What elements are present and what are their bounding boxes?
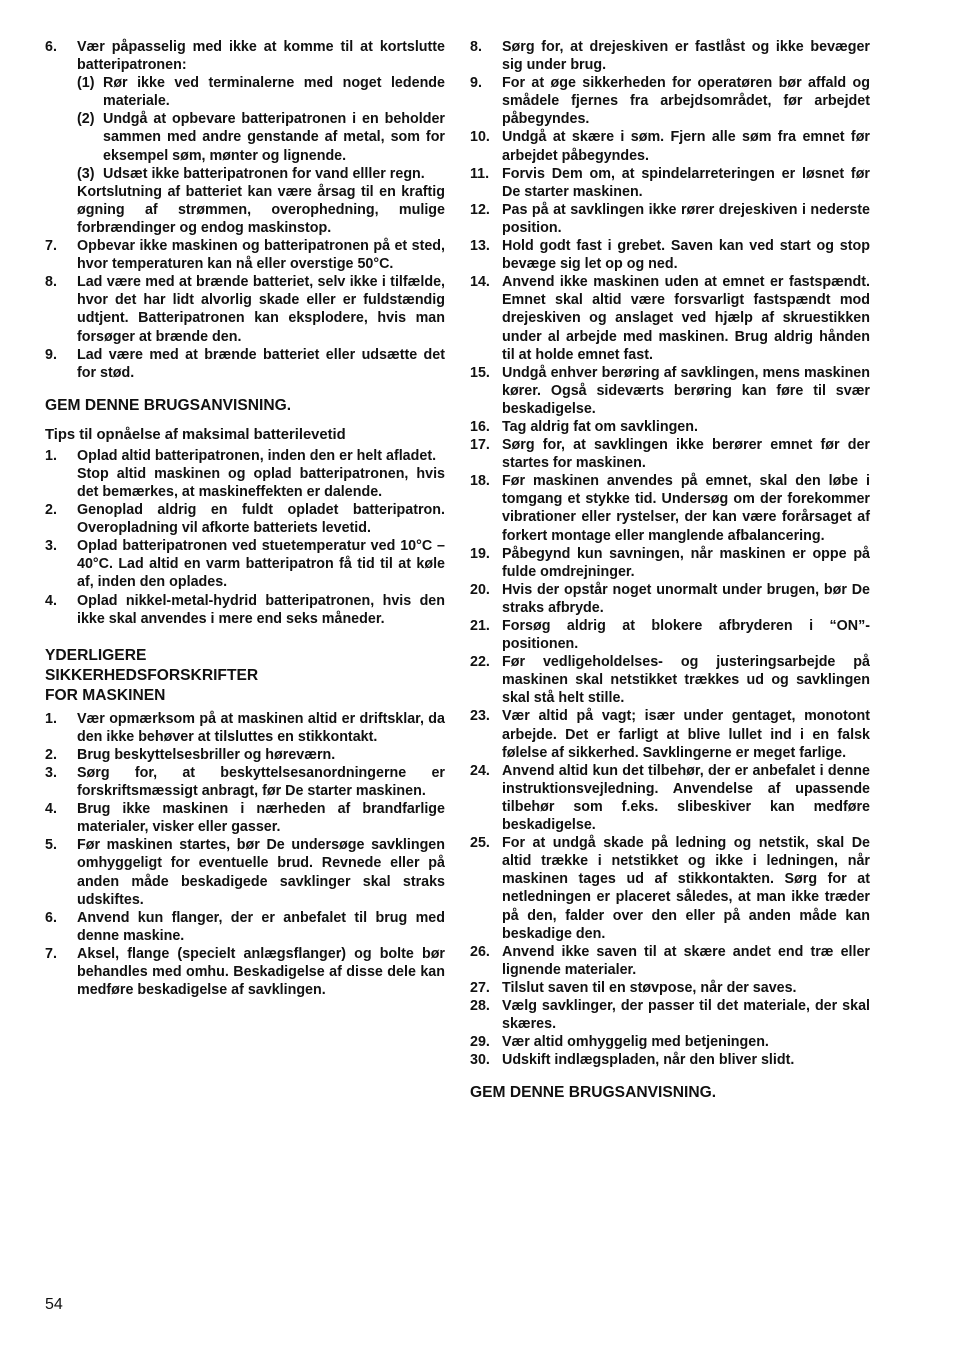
item-number: 1. bbox=[45, 710, 57, 727]
sub-item bbox=[77, 110, 445, 164]
list-item bbox=[45, 273, 445, 345]
item-number: 2. bbox=[45, 502, 57, 519]
sub-item-number: (2) bbox=[77, 111, 95, 128]
list-item bbox=[470, 128, 870, 164]
item-number: 19. bbox=[470, 545, 490, 562]
item-text: Sørg for, at beskyttelsesanordningerne er forskriftsmæssigt anbragt, før De starter maskinen. bbox=[77, 765, 445, 800]
list-item bbox=[45, 710, 445, 746]
list-item bbox=[45, 764, 445, 800]
machine-safety-list bbox=[45, 710, 445, 1000]
item-text: Oplad batteripatronen ved stuetemperatur ved 10°C – 40°C. Lad altid en varm batteripatron få tid til at køle af, inden den oplades. bbox=[77, 538, 445, 591]
item-number: 30. bbox=[470, 1052, 490, 1069]
list-item bbox=[45, 501, 445, 537]
item-number: 27. bbox=[470, 979, 490, 996]
item-number: 3. bbox=[45, 765, 57, 781]
item-number: 17. bbox=[470, 437, 490, 454]
item-note: Kortslutning af batteriet kan være årsag til en kraftig øgning af strømmen, overophedning, mulige forbrændinger og endog maskinstop. bbox=[77, 183, 445, 236]
list-item bbox=[45, 447, 445, 501]
item-number: 15. bbox=[470, 364, 490, 381]
list-item bbox=[470, 273, 870, 363]
item-number: 23. bbox=[470, 708, 490, 725]
item-number: 21. bbox=[470, 618, 490, 634]
list-item bbox=[470, 1051, 870, 1069]
list-item bbox=[470, 943, 870, 979]
item-text: Anvend altid kun det tilbehør, der er anbefalet i denne instruktionsvejledning. Anvendelse af upassende tilbehør som f.eks. slibeskiver kan medføre beskadigelse. bbox=[502, 762, 870, 834]
list-item bbox=[470, 418, 870, 436]
item-number: 7. bbox=[45, 238, 57, 255]
item-number: 1. bbox=[45, 447, 57, 464]
item-text: Før maskinen startes, bør De undersøge savklingen omhyggeligt for eventuelle brud. Revnede eller på anden måde beskadigede savklinger skal straks udskiftes. bbox=[77, 837, 445, 908]
battery-tips-list bbox=[45, 447, 445, 628]
item-text: Sørg for, at savklingen ikke berører emnet før der startes for maskinen. bbox=[502, 437, 870, 472]
list-item bbox=[45, 592, 445, 628]
item-number: 14. bbox=[470, 274, 490, 291]
item-number: 9. bbox=[470, 75, 482, 92]
list-item bbox=[470, 38, 870, 74]
item-text: Vælg savklinger, der passer til det materiale, der skal skæres. bbox=[502, 997, 870, 1033]
item-text: For at undgå skade på ledning og netstik, skal De altid trække i netstikket og ikke i ledningen, når maskinen tages ud af stikkontakten. Sørg for at netledningen er placeret således, at man ikke træder på den, falder over den eller på anden måde kan beskadige den. bbox=[502, 835, 870, 942]
item-text: Opbevar ikke maskinen og batteripatronen på et sted, hvor temperaturen kan nå eller overstige 50°C. bbox=[77, 238, 445, 273]
item-text: Oplad nikkel-metal-hydrid batteripatronen, hvis den ikke skal anvendes i mere end seks måneder. bbox=[77, 592, 445, 627]
list-item bbox=[470, 436, 870, 472]
item-number: 26. bbox=[470, 943, 490, 960]
item-text: Anvend ikke saven til at skære andet end træ eller lignende materialer. bbox=[502, 943, 870, 978]
item-number: 28. bbox=[470, 997, 490, 1014]
list-item bbox=[470, 545, 870, 581]
item-text: Tilslut saven til en støvpose, når der saves. bbox=[502, 979, 797, 996]
item-number: 7. bbox=[45, 945, 57, 962]
item-text: Vær altid omhyggelig med betjeningen. bbox=[502, 1034, 769, 1051]
item-text: Før maskinen anvendes på emnet, skal den løbe i tomgang et stykke tid. Undersøg om der forekommer vibrationer eller rystelser, der kan være forårsaget af forkert montage eller manglende afbalancering. bbox=[502, 473, 870, 544]
sub-item-text: Undgå at opbevare batteripatronen i en beholder sammen med andre genstande af metal, som for eksempel søm, mønter og lignende. bbox=[103, 111, 445, 164]
list-item bbox=[470, 165, 870, 201]
item-number: 3. bbox=[45, 538, 57, 555]
item-number: 18. bbox=[470, 473, 490, 490]
item-number: 12. bbox=[470, 201, 490, 218]
list-item bbox=[470, 581, 870, 617]
list-item bbox=[470, 762, 870, 834]
page-number: 54 bbox=[45, 1296, 63, 1313]
list-item bbox=[45, 237, 445, 273]
left-column bbox=[45, 38, 445, 999]
list-item bbox=[470, 74, 870, 128]
item-number: 9. bbox=[45, 346, 57, 363]
item-text: Brug ikke maskinen i nærheden af brandfarlige materialer, visker eller gasser. bbox=[77, 801, 445, 836]
right-column bbox=[470, 38, 870, 1107]
item-text: Vær opmærksom på at maskinen altid er driftsklar, da den ikke behøver at tilsluttes en stikkontakt. bbox=[77, 710, 445, 745]
list-item bbox=[45, 945, 445, 999]
list-item bbox=[470, 201, 870, 237]
item-text: Hvis der opstår noget unormalt under brugen, bør De straks afbryde. bbox=[502, 581, 870, 616]
item-number: 24. bbox=[470, 762, 490, 779]
sub-item bbox=[77, 165, 445, 183]
item-text: Lad være med at brænde batteriet eller udsætte det for stød. bbox=[77, 346, 445, 381]
item-number: 8. bbox=[45, 274, 57, 291]
battery-tips-heading: Tips til opnåelse af maksimal batterilevetid bbox=[45, 426, 346, 443]
item-text: Undgå at skære i søm. Fjern alle søm fra emnet før arbejdet påbegyndes. bbox=[502, 129, 870, 164]
list-item bbox=[470, 364, 870, 418]
item-text: Sørg for, at drejeskiven er fastlåst og ikke bevæger sig under brug. bbox=[502, 39, 870, 74]
item-text: Tag aldrig fat om savklingen. bbox=[502, 418, 698, 435]
item-text: Genoplad aldrig en fuldt opladet batteripatron. Overopladning vil afkorte batteriets levetid. bbox=[77, 502, 445, 537]
list-item bbox=[45, 38, 445, 237]
item-number: 11. bbox=[470, 165, 490, 182]
list-item bbox=[470, 472, 870, 544]
sub-item-number: (1) bbox=[77, 75, 95, 92]
list-item bbox=[470, 237, 870, 273]
item-text: Før vedligeholdelses- og justeringsarbejde på maskinen skal netstikket trækkes ud og savklingen skal stå helt stille. bbox=[502, 654, 870, 707]
item-text: Aksel, flange (specielt anlægsflanger) og bolte bør behandles med omhu. Beskadigelse af disse dele kan medføre beskadigelse af savklingen. bbox=[77, 945, 445, 999]
list-item bbox=[470, 707, 870, 761]
item-number: 29. bbox=[470, 1034, 490, 1051]
item-text: Pas på at savklingen ikke rører drejeskiven i nederste position. bbox=[502, 201, 870, 236]
item-number: 25. bbox=[470, 835, 490, 852]
item-text: Lad være med at brænde batteriet, selv ikke i tilfælde, hvor det har lidt alvorlig skade eller er fuldstændig udtjent. Batteripatronen kan eksplodere, hvis man forsøger at brænde den. bbox=[77, 274, 445, 345]
item-number: 13. bbox=[470, 238, 490, 255]
item-number: 2. bbox=[45, 746, 57, 763]
item-text: Anvend ikke maskinen uden at emnet er fastspændt. Emnet skal altid være forsvarligt fastspændt mod drejeskiven og anslaget ved hjælp af skruestikken under al arbejde med maskinen. Brug aldrig hånden til at holde emnet fast. bbox=[502, 274, 870, 363]
item-number: 22. bbox=[470, 654, 490, 671]
item-note: Stop altid maskinen og oplad batteripatronen, hvis det bemærkes, at maskineffekten er dalende. bbox=[77, 465, 445, 500]
item-text: Undgå enhver berøring af savklingen, mens maskinen kører. Også sideværts berøring kan føre til svær beskadigelse. bbox=[502, 364, 870, 417]
list-item bbox=[45, 346, 445, 382]
list-item bbox=[470, 979, 870, 997]
item-number: 4. bbox=[45, 801, 57, 818]
list-item bbox=[470, 834, 870, 943]
item-number: 5. bbox=[45, 837, 57, 854]
item-text: Hold godt fast i grebet. Saven kan ved start og stop bevæge sig let op og ned. bbox=[502, 238, 870, 273]
sub-item-number: (3) bbox=[77, 165, 95, 182]
battery-safety-list bbox=[45, 38, 445, 382]
list-item bbox=[470, 653, 870, 707]
item-number: 20. bbox=[470, 581, 490, 598]
list-item bbox=[470, 997, 870, 1033]
sub-item-text: Udsæt ikke batteripatronen for vand elller regn. bbox=[103, 165, 425, 182]
item-text: Forvis Dem om, at spindelarreteringen er løsnet før De starter maskinen. bbox=[502, 165, 870, 200]
item-number: 8. bbox=[470, 39, 482, 55]
list-item bbox=[45, 537, 445, 591]
machine-safety-list-continued bbox=[470, 38, 870, 1069]
list-item bbox=[45, 746, 445, 764]
sub-item-text: Rør ikke ved terminalerne med noget ledende materiale. bbox=[103, 75, 445, 110]
item-text: Vær altid på vagt; især under gentaget, monotont arbejde. Det er farligt at blive lullet ind i en falsk følelse af sikkerhed. Savklingerne er meget farlige. bbox=[502, 708, 870, 761]
save-instructions-heading-2: GEM DENNE BRUGSANVISNING. bbox=[470, 1084, 717, 1102]
item-number: 10. bbox=[470, 129, 490, 146]
list-item bbox=[45, 909, 445, 945]
list-item bbox=[45, 836, 445, 908]
sub-item bbox=[77, 74, 445, 110]
item-text: Vær påpasselig med ikke at komme til at kortslutte batteripatronen: bbox=[77, 39, 445, 74]
item-number: 4. bbox=[45, 592, 57, 609]
item-text: Oplad altid batteripatronen, inden den er helt afladet. bbox=[77, 447, 437, 464]
machine-safety-heading: YDERLIGERE SIKKERHEDSFORSKRIFTER FOR MASKINEN bbox=[45, 646, 259, 704]
list-item bbox=[45, 800, 445, 836]
item-text: Udskift indlægspladen, når den bliver slidt. bbox=[502, 1052, 795, 1069]
item-number: 6. bbox=[45, 39, 57, 55]
item-text: Anvend kun flanger, der er anbefalet til brug med denne maskine. bbox=[77, 909, 445, 944]
item-text: For at øge sikkerheden for operatøren bør affald og smådele fjernes fra arbejdsområdet, før arbejdet påbegyndes. bbox=[502, 75, 870, 128]
item-number: 16. bbox=[470, 418, 490, 435]
item-text: Forsøg aldrig at blokere afbryderen i “ON”-positionen. bbox=[502, 618, 870, 653]
item-text: Brug beskyttelsesbriller og høreværn. bbox=[77, 746, 336, 763]
list-item bbox=[470, 617, 870, 653]
list-item bbox=[470, 1033, 870, 1051]
item-number: 6. bbox=[45, 909, 57, 926]
save-instructions-heading: GEM DENNE BRUGSANVISNING. bbox=[45, 396, 292, 414]
item-text: Påbegynd kun savningen, når maskinen er oppe på fulde omdrejninger. bbox=[502, 545, 870, 580]
